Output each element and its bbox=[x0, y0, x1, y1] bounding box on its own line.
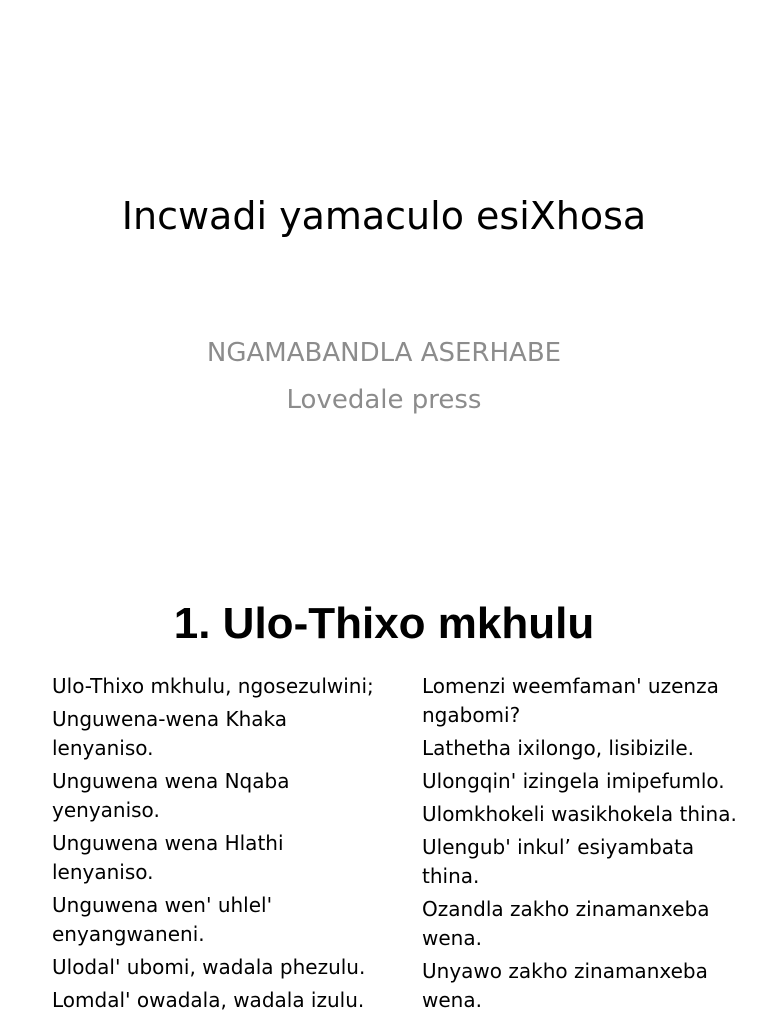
hymn-line: Unguwena wena Nqaba yenyaniso. bbox=[52, 769, 290, 822]
book-publisher: Lovedale press bbox=[286, 385, 482, 415]
hymn-line: Ulodal' ubomi, wadala phezulu. bbox=[52, 955, 366, 979]
hymn-line: Unguwena wen' uhlel' enyangwaneni. bbox=[52, 893, 273, 946]
hymn-line: Unguwena-wena Khaka lenyaniso. bbox=[52, 707, 287, 760]
hymn-line: Ulongqin' izingela imipefumlo. bbox=[422, 769, 725, 793]
hymn-line: Unguwena wena Hlathi lenyaniso. bbox=[52, 831, 284, 884]
hymn-title: 1. Ulo-Thixo mkhulu bbox=[173, 599, 595, 648]
hymn-line: Ulomkhokeli wasikhokela thina. bbox=[422, 802, 737, 826]
hymn-line: Ulengub' inkul’ esiyambata thina. bbox=[422, 835, 695, 888]
hymn-line: Lomenzi weemfaman' uzenza ngabomi? bbox=[422, 674, 719, 727]
hymn-slide bbox=[0, 576, 768, 1024]
hymn-line: Lathetha ixilongo, lisibizile. bbox=[422, 736, 695, 760]
book-title: Incwadi yamaculo esiXhosa bbox=[121, 194, 647, 238]
book-author: NGAMABANDLA ASERHABE bbox=[206, 338, 562, 368]
hymn-column-left bbox=[52, 672, 382, 1019]
hymn-line: Lomdal' owadala, wadala izulu. bbox=[52, 988, 365, 1012]
hymn-line: Ozandla zakho zinamanxeba wena. bbox=[422, 897, 710, 950]
hymn-line: Unyawo zakho zinamanxeba wena. bbox=[422, 959, 708, 1012]
hymn-line: Ulo-Thixo mkhulu, ngosezulwini; bbox=[52, 674, 374, 698]
hymn-column-right bbox=[422, 672, 752, 1019]
